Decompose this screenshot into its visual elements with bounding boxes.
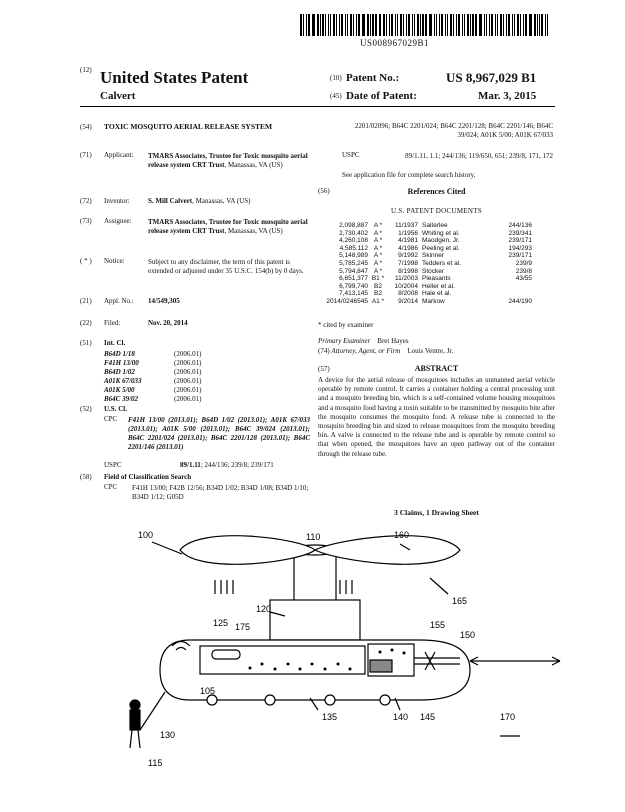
right-uspc-label: USPC: [342, 151, 360, 159]
int-cl-class: B64C 39/02: [104, 395, 139, 403]
barcode-bar: [472, 14, 473, 36]
int-cl-class: A01K 5/00: [104, 386, 135, 394]
barcode-bar: [375, 14, 377, 36]
barcode-bar: [453, 14, 454, 36]
reference-cell: 2,098,887: [339, 222, 368, 229]
barcode-bar: [362, 14, 363, 36]
reference-cell: Tedders et al.: [422, 259, 462, 267]
barcode-bar: [514, 14, 515, 36]
int-cl-version: (2006.01): [174, 377, 202, 385]
barcode-bar: [397, 14, 398, 36]
barcode-bar: [341, 14, 343, 36]
reference-row: [318, 230, 532, 238]
reference-cell: 7,413,145: [339, 290, 368, 298]
date-value: Mar. 3, 2015: [478, 90, 537, 102]
barcode-bar: [358, 14, 360, 36]
barcode-bar: [412, 14, 413, 36]
barcode-bar: [430, 14, 431, 36]
barcode-bar: [339, 14, 340, 36]
barcode-bar: [417, 14, 419, 36]
barcode-bar: [530, 14, 531, 36]
attorney: (74) Attorney, Agent, or Firm Louis Ventre, Jr.: [318, 347, 454, 355]
reference-cell: [492, 290, 532, 298]
barcode-bar: [545, 14, 546, 36]
barcode-bar: [479, 14, 480, 36]
figure-label: 135: [322, 712, 338, 722]
barcode-bar: [345, 14, 346, 36]
f71-code: (71): [80, 151, 92, 159]
uspc-label: USPC: [104, 461, 122, 469]
reference-cell: 2,730,402: [339, 229, 368, 237]
barcode-bar: [420, 14, 421, 36]
barcode: [300, 14, 550, 36]
reference-cell: 244/190: [508, 297, 532, 305]
barcode-bar: [462, 14, 463, 36]
barcode-bar: [408, 14, 410, 36]
reference-cell: 239/171: [508, 237, 532, 245]
f21-code: (21): [80, 297, 92, 305]
figure-label: 165: [452, 596, 468, 606]
barcode-bar: [308, 14, 310, 36]
barcode-bar: [497, 14, 498, 36]
barcode-bar: [508, 14, 510, 36]
reference-cell: 4,585,112: [339, 244, 368, 252]
barcode-bar: [403, 14, 404, 36]
applicant-label: Applicant:: [104, 151, 134, 159]
barcode-bar: [512, 14, 513, 36]
reference-row: [318, 237, 532, 245]
barcode-bar: [391, 14, 393, 36]
cited-by-examiner: * cited by examiner: [318, 321, 374, 329]
reference-cell: A *: [373, 252, 383, 260]
us-patent-documents-label: U.S. PATENT DOCUMENTS: [390, 207, 483, 215]
reference-cell: Stocker: [422, 267, 445, 275]
int-cl-row: [104, 368, 234, 377]
f58-code: (58): [80, 473, 92, 481]
barcode-bar: [517, 14, 519, 36]
notice-text: Subject to any disclaimer, the term of this patent is extended or adjusted under 35 U.S.C. 154(b) by 0 days.: [148, 258, 304, 275]
reference-cell: 239/341: [508, 229, 532, 237]
patent-no-code: (10): [330, 74, 342, 82]
reference-cell: B2: [374, 290, 382, 298]
reference-cell: 10/2004: [394, 282, 418, 290]
barcode-bar: [414, 14, 415, 36]
reference-cell: A *: [373, 267, 383, 275]
inventor-value: S. Mill Calvert, Manassas, VA (US): [148, 197, 251, 205]
see-application: See application file for complete search history.: [342, 171, 476, 179]
reference-cell: A *: [373, 244, 383, 252]
reference-row: [318, 252, 532, 260]
reference-row: [318, 275, 532, 283]
reference-cell: B2: [374, 282, 382, 290]
barcode-bar: [383, 14, 385, 36]
reference-cell: 239/171: [508, 252, 532, 260]
barcode-bar: [529, 14, 530, 36]
notice-code: ( * ): [80, 257, 92, 265]
reference-cell: 239/8: [515, 267, 532, 275]
f56-code: (56): [318, 187, 330, 195]
f22-code: (22): [80, 319, 92, 327]
barcode-bar: [380, 14, 381, 36]
barcode-bar: [325, 14, 327, 36]
field-search-label: Field of Classification Search: [104, 473, 192, 481]
reference-cell: 11/2003: [394, 275, 418, 283]
int-cl-row: [104, 359, 234, 368]
int-cl-row: [104, 386, 234, 395]
reference-cell: 4,260,108: [339, 237, 368, 245]
date-code: (45): [330, 92, 342, 100]
figure-label: 150: [460, 630, 476, 640]
barcode-bar: [520, 14, 521, 36]
reference-cell: 244/136: [508, 222, 532, 229]
barcode-bar: [330, 14, 331, 36]
mast: [294, 550, 336, 605]
assignee-label: Assignee:: [104, 217, 132, 225]
appl-no-label: Appl. No.:: [104, 297, 134, 305]
figure-label: 170: [500, 712, 516, 722]
reference-cell: 5,148,989: [339, 252, 368, 260]
reference-cell: 8/2008: [398, 290, 418, 298]
barcode-bar: [320, 14, 321, 36]
barcode-bar: [506, 14, 507, 36]
barcode-bar: [489, 14, 490, 36]
patent-no-value: US 8,967,029 B1: [446, 70, 537, 85]
field-cpc-text: F41H 13/00; F42B 12/56; B34D 1/02; B34D 1/08; B34D 1/10; B34D 1/12; G05D: [132, 484, 309, 501]
document-title: United States Patent: [100, 68, 249, 87]
reference-cell: Markow: [422, 297, 445, 305]
barcode-bar: [447, 14, 448, 36]
filed-label: Filed:: [104, 319, 121, 327]
reference-row: [318, 260, 532, 268]
reference-cell: Skinner: [422, 252, 445, 260]
barcode-bar: [439, 14, 440, 36]
barcode-bar: [386, 14, 387, 36]
reference-cell: 1/1956: [398, 229, 418, 237]
reference-cell: [492, 283, 532, 291]
barcode-bar: [475, 14, 477, 36]
reference-row: [318, 268, 532, 276]
int-cl-version: (2006.01): [174, 368, 202, 376]
barcode-bar: [336, 14, 337, 36]
header-rule: [80, 106, 555, 107]
int-cl-version: (2006.01): [174, 395, 202, 403]
barcode-bar: [429, 14, 430, 36]
barcode-bar: [312, 14, 313, 36]
reference-cell: 6,651,377: [339, 275, 368, 283]
drone-figure: [0, 520, 625, 812]
f51-code: (51): [80, 339, 92, 347]
barcode-bar: [491, 14, 493, 36]
invention-title: TOXIC MOSQUITO AERIAL RELEASE SYSTEM: [104, 122, 273, 131]
barcode-bar: [328, 14, 329, 36]
barcode-bar: [353, 14, 354, 36]
patent-no-label: Patent No.:: [346, 72, 400, 84]
reference-cell: 8/1998: [398, 267, 418, 275]
barcode-bar: [464, 14, 465, 36]
uspc-value: 89/1.11; 244/136; 239/8; 239/171: [180, 461, 274, 469]
us-cl-label: U.S. Cl.: [104, 405, 127, 413]
barcode-bar: [356, 14, 357, 36]
barcode-bar: [306, 14, 307, 36]
figure-label: 130: [160, 730, 176, 740]
reference-cell: 43/55: [515, 275, 532, 283]
barcode-bar: [333, 14, 335, 36]
barcode-bar: [434, 14, 436, 36]
barcode-bar: [525, 14, 527, 36]
reference-cell: Heller et al.: [422, 282, 455, 290]
f57-code: (57): [318, 365, 330, 373]
field-cpc-label: CPC: [104, 483, 118, 491]
barcode-bar: [379, 14, 380, 36]
int-cl-row: [104, 350, 234, 359]
figure-label: 175: [235, 622, 251, 632]
f73-code: (73): [80, 217, 92, 225]
applicant-value: TMARS Associates, Trustee for Toxic mosquito aerial release system CRT Trust, Manassas, VA (US): [148, 152, 308, 169]
barcode-bar: [363, 14, 364, 36]
int-cl-class: F41H 13/00: [104, 359, 139, 367]
reference-cell: Whiting et al.: [422, 229, 460, 237]
barcode-bar: [523, 14, 524, 36]
barcode-bar: [389, 14, 390, 36]
inventor-surname: Calvert: [100, 90, 136, 102]
barcode-bar: [503, 14, 504, 36]
propeller-blade-left: [180, 536, 315, 565]
notice-label: Notice:: [104, 257, 125, 265]
barcode-bar: [500, 14, 502, 36]
barcode-bar: [395, 14, 396, 36]
barcode-bar: [445, 14, 446, 36]
barcode-bar: [313, 14, 314, 36]
figure-label: 140: [393, 712, 409, 722]
reference-cell: Hale et al.: [422, 290, 452, 298]
int-cl-class: B64D 1/02: [104, 368, 135, 376]
primary-examiner: Primary Examiner Bret Hayes: [318, 337, 409, 345]
reference-cell: 9/2014: [398, 297, 418, 305]
reference-cell: A *: [373, 222, 383, 229]
abstract-text: A device for the aerial release of mosquitoes includes an unmanned aerial vehicle operable by remote control. It carries a container holding a central processing unit and a mosquito breeding bin, which is a self-contained volume housing mosquitoes and a mosquito food having a toxin suitable to be transmitted by mosquito bite after the mosquito consumes the mosquito food. A release tube is connected to the mosquito breeding bin and sized to release mosquitoes from the mosquito breeding bin. A valve is connected to the release tube and is operable by remote control so that when opened, the mosquitoes have an open pathway out of the container through the release tube.: [318, 376, 555, 458]
claims-summary: 3 Claims, 1 Drawing Sheet: [394, 508, 479, 517]
reference-cell: Pleasants: [422, 275, 451, 283]
reference-cell: 5,794,847: [339, 267, 368, 275]
reference-cell: B1 *: [371, 275, 385, 283]
cpu-box: [270, 600, 360, 640]
barcode-bar: [467, 14, 469, 36]
cpc-text: F41H 13/00 (2013.01); B64D 1/02 (2013.01); A01K 67/033 (2013.01); A01K 5/00 (2013.01); B64C 39/024 (2013.01); B64C 2201/024 (2013.01); B64C 2201/128 (2013.01); B64C 2201/146 (2013.01): [128, 416, 310, 451]
propeller-blade-right: [315, 536, 460, 565]
int-cl-row: [104, 395, 234, 404]
int-cl-class: B64D 1/18: [104, 350, 135, 358]
barcode-bar: [422, 14, 423, 36]
int-cl-version: (2006.01): [174, 359, 202, 367]
barcode-bar: [436, 14, 437, 36]
classification-continued: 2201/02096; B64C 2201/024; B64C 2201/128; B64C 2201/146; B64C 39/024; A01K 5/00; A01K 67/033: [354, 122, 553, 139]
reference-cell: 2014/0246545: [326, 297, 368, 305]
figure-label: 100: [138, 530, 154, 540]
barcode-bar: [495, 14, 496, 36]
reference-cell: 7/1998: [398, 259, 418, 267]
figure-label: 160: [394, 530, 410, 540]
barcode-bar: [534, 14, 536, 36]
figure-label: 110: [306, 532, 321, 542]
reference-cell: A *: [373, 259, 383, 267]
reference-row: [318, 290, 532, 298]
reference-cell: 11/1937: [394, 222, 418, 229]
barcode-bar: [441, 14, 443, 36]
int-cl-list: [104, 350, 234, 404]
reference-row: [318, 283, 532, 291]
int-cl-class: A01K 67/033: [104, 377, 142, 385]
kind-code: (12): [80, 66, 92, 74]
barcode-bar: [425, 14, 427, 36]
barcode-bar: [470, 14, 471, 36]
reference-cell: A *: [373, 229, 383, 237]
int-cl-version: (2006.01): [174, 350, 202, 358]
inventor-label: Inventor:: [104, 197, 130, 205]
figure-label: 120: [256, 604, 272, 614]
figure-label: 145: [420, 712, 436, 722]
barcode-bar: [367, 14, 369, 36]
barcode-bar: [547, 14, 548, 36]
barcode-bar: [350, 14, 352, 36]
right-uspc-value: 89/1.11, 1.1; 244/136; 119/650, 651; 239/8, 171, 172: [405, 152, 553, 160]
barcode-bar: [456, 14, 457, 36]
barcode-bar: [347, 14, 348, 36]
reference-cell: 4/1981: [398, 237, 418, 245]
barcode-bar: [450, 14, 452, 36]
reference-cell: 239/9: [515, 259, 532, 267]
reference-cell: 194/293: [508, 244, 532, 252]
figure-label: 155: [430, 620, 446, 630]
abstract-title: ABSTRACT: [414, 364, 459, 373]
reference-cell: 9/1992: [398, 252, 418, 260]
reference-cell: A1 *: [371, 297, 385, 305]
barcode-bar: [537, 14, 538, 36]
barcode-bar: [406, 14, 407, 36]
int-cl-label: Int. Cl.: [104, 339, 126, 347]
cpc-label: CPC: [104, 415, 118, 423]
barcode-bar: [400, 14, 402, 36]
reference-cell: Peeling et al.: [422, 244, 460, 252]
figure-label: 115: [148, 758, 163, 768]
figure-label: 105: [200, 686, 216, 696]
int-cl-row: [104, 377, 234, 386]
reference-cell: A *: [373, 237, 383, 245]
f54-code: (54): [80, 123, 92, 131]
filed-value: Nov. 20, 2014: [148, 319, 188, 327]
barcode-number: US008967029B1: [360, 38, 430, 48]
reference-row: [318, 245, 532, 253]
references-cited-title: References Cited: [407, 187, 466, 196]
barcode-bar: [370, 14, 371, 36]
barcode-bar: [372, 14, 373, 36]
appl-no-value: 14/549,305: [148, 297, 180, 305]
reference-row: [318, 298, 532, 306]
barcode-bar: [539, 14, 540, 36]
f72-code: (72): [80, 197, 92, 205]
date-label: Date of Patent:: [346, 90, 417, 102]
reference-cell: Maodgen, Jr.: [422, 237, 460, 245]
references-list: [318, 222, 532, 306]
assignee-value: TMARS Associates, Trustee for Toxic mosquito aerial release system CRT Trust, Manassas, VA (US): [148, 218, 308, 235]
f52-code: (52): [80, 405, 92, 413]
barcode-bar: [322, 14, 323, 36]
barcode-bar: [317, 14, 319, 36]
barcode-bar: [480, 14, 481, 36]
barcode-bar: [486, 14, 487, 36]
reference-cell: 5,785,245: [339, 259, 368, 267]
int-cl-version: (2006.01): [174, 386, 202, 394]
reference-cell: Saiterlee: [422, 222, 448, 229]
barcode-bar: [458, 14, 460, 36]
reference-row: [318, 222, 532, 230]
barcode-bar: [300, 14, 302, 36]
figure-label: 125: [213, 618, 229, 628]
reference-cell: 6,799,740: [339, 282, 368, 290]
reference-cell: 4/1986: [398, 244, 418, 252]
barcode-bar: [303, 14, 304, 36]
barcode-bar: [541, 14, 543, 36]
barcode-bar: [484, 14, 486, 36]
